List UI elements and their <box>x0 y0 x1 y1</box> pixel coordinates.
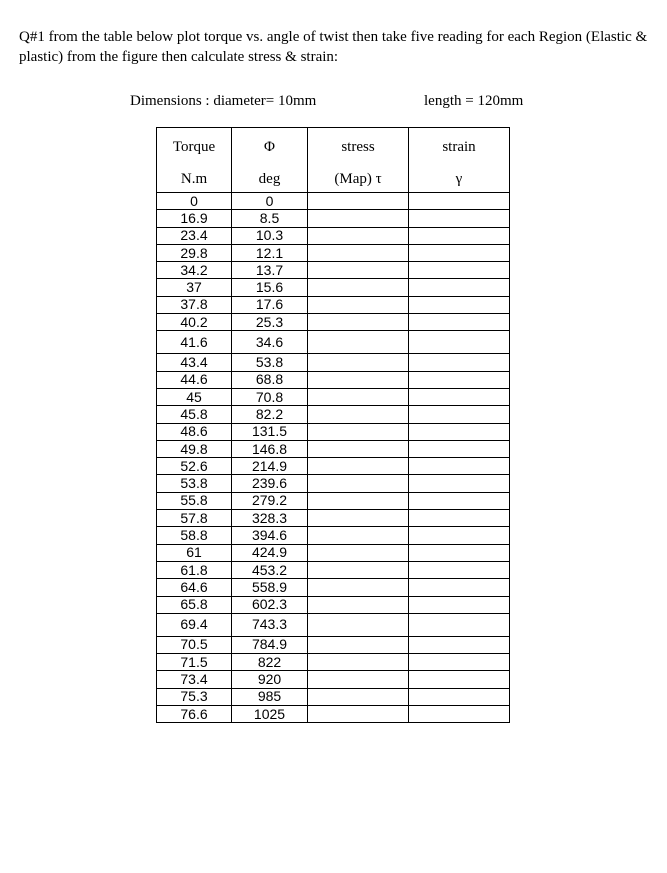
cell-torque: 57.8 <box>157 510 232 527</box>
cell-torque: 73.4 <box>157 671 232 688</box>
table-row <box>157 561 510 578</box>
table-row <box>157 314 510 331</box>
cell-torque: 40.2 <box>157 314 232 331</box>
cell-stress <box>308 423 409 440</box>
dimensions-line <box>130 91 524 111</box>
table-row <box>157 579 510 596</box>
cell-torque: 49.8 <box>157 440 232 457</box>
cell-strain <box>409 314 510 331</box>
cell-strain <box>409 561 510 578</box>
cell-stress <box>308 671 409 688</box>
cell-torque: 70.5 <box>157 636 232 653</box>
cell-strain <box>409 527 510 544</box>
table-row <box>157 331 510 354</box>
cell-torque: 61.8 <box>157 561 232 578</box>
cell-strain <box>409 706 510 723</box>
cell-strain <box>409 423 510 440</box>
unit-stress: (Map) τ <box>308 166 409 193</box>
cell-stress <box>308 331 409 354</box>
cell-strain <box>409 244 510 261</box>
table-row <box>157 596 510 613</box>
cell-phi: 328.3 <box>232 510 308 527</box>
cell-torque: 16.9 <box>157 210 232 227</box>
cell-torque: 52.6 <box>157 458 232 475</box>
cell-phi: 13.7 <box>232 262 308 279</box>
cell-strain <box>409 475 510 492</box>
cell-stress <box>308 262 409 279</box>
cell-phi: 12.1 <box>232 244 308 261</box>
cell-strain <box>409 613 510 636</box>
header-torque: Torque <box>157 128 232 167</box>
cell-stress <box>308 314 409 331</box>
cell-phi: 34.6 <box>232 331 308 354</box>
table-row <box>157 613 510 636</box>
table-row <box>157 244 510 261</box>
cell-torque: 41.6 <box>157 331 232 354</box>
cell-strain <box>409 354 510 371</box>
cell-stress <box>308 279 409 296</box>
unit-strain: γ <box>409 166 510 193</box>
cell-stress <box>308 492 409 509</box>
cell-torque: 75.3 <box>157 688 232 705</box>
cell-strain <box>409 388 510 405</box>
cell-strain <box>409 654 510 671</box>
cell-torque: 37.8 <box>157 296 232 313</box>
cell-stress <box>308 561 409 578</box>
cell-torque: 64.6 <box>157 579 232 596</box>
cell-phi: 822 <box>232 654 308 671</box>
cell-strain <box>409 579 510 596</box>
cell-stress <box>308 193 409 210</box>
cell-phi: 214.9 <box>232 458 308 475</box>
cell-torque: 34.2 <box>157 262 232 279</box>
dimensions-length: length = 120mm <box>424 93 524 109</box>
table-row <box>157 544 510 561</box>
cell-phi: 146.8 <box>232 440 308 457</box>
table-row <box>157 210 510 227</box>
table-row <box>157 371 510 388</box>
cell-stress <box>308 596 409 613</box>
table-row <box>157 510 510 527</box>
cell-phi: 53.8 <box>232 354 308 371</box>
cell-strain <box>409 458 510 475</box>
table-row <box>157 706 510 723</box>
cell-strain <box>409 210 510 227</box>
cell-torque: 55.8 <box>157 492 232 509</box>
cell-torque: 0 <box>157 193 232 210</box>
cell-phi: 25.3 <box>232 314 308 331</box>
cell-phi: 453.2 <box>232 561 308 578</box>
table-row <box>157 423 510 440</box>
cell-stress <box>308 636 409 653</box>
cell-torque: 43.4 <box>157 354 232 371</box>
cell-torque: 44.6 <box>157 371 232 388</box>
cell-torque: 53.8 <box>157 475 232 492</box>
table-row <box>157 527 510 544</box>
cell-stress <box>308 296 409 313</box>
cell-stress <box>308 406 409 423</box>
cell-phi: 82.2 <box>232 406 308 423</box>
cell-phi: 239.6 <box>232 475 308 492</box>
cell-strain <box>409 596 510 613</box>
cell-torque: 37 <box>157 279 232 296</box>
cell-torque: 48.6 <box>157 423 232 440</box>
table-row <box>157 671 510 688</box>
cell-stress <box>308 371 409 388</box>
cell-stress <box>308 458 409 475</box>
cell-stress <box>308 227 409 244</box>
cell-stress <box>308 654 409 671</box>
cell-strain <box>409 262 510 279</box>
table-row <box>157 458 510 475</box>
cell-phi: 784.9 <box>232 636 308 653</box>
unit-torque: N.m <box>157 166 232 193</box>
cell-torque: 71.5 <box>157 654 232 671</box>
cell-strain <box>409 688 510 705</box>
cell-strain <box>409 406 510 423</box>
cell-torque: 65.8 <box>157 596 232 613</box>
table-row <box>157 406 510 423</box>
cell-strain <box>409 544 510 561</box>
cell-phi: 424.9 <box>232 544 308 561</box>
cell-torque: 61 <box>157 544 232 561</box>
cell-torque: 29.8 <box>157 244 232 261</box>
cell-stress <box>308 510 409 527</box>
cell-phi: 131.5 <box>232 423 308 440</box>
cell-stress <box>308 527 409 544</box>
cell-torque: 45.8 <box>157 406 232 423</box>
cell-phi: 68.8 <box>232 371 308 388</box>
cell-phi: 985 <box>232 688 308 705</box>
table-row <box>157 227 510 244</box>
cell-phi: 0 <box>232 193 308 210</box>
cell-stress <box>308 440 409 457</box>
cell-stress <box>308 544 409 561</box>
cell-phi: 558.9 <box>232 579 308 596</box>
cell-strain <box>409 331 510 354</box>
cell-strain <box>409 440 510 457</box>
cell-stress <box>308 244 409 261</box>
cell-torque: 58.8 <box>157 527 232 544</box>
cell-stress <box>308 579 409 596</box>
cell-stress <box>308 613 409 636</box>
cell-stress <box>308 210 409 227</box>
cell-phi: 15.6 <box>232 279 308 296</box>
question-text: Q#1 from the table below plot torque vs. angle of twist then take five reading for each Region (Elastic & plastic) from the figure then calculate stress & strain: <box>19 29 648 65</box>
cell-phi: 920 <box>232 671 308 688</box>
table-row <box>157 688 510 705</box>
cell-phi: 10.3 <box>232 227 308 244</box>
cell-strain <box>409 296 510 313</box>
table-row <box>157 296 510 313</box>
cell-strain <box>409 671 510 688</box>
cell-strain <box>409 492 510 509</box>
cell-phi: 1025 <box>232 706 308 723</box>
table-row <box>157 354 510 371</box>
cell-phi: 394.6 <box>232 527 308 544</box>
cell-strain <box>409 279 510 296</box>
table-row <box>157 440 510 457</box>
table-row <box>157 636 510 653</box>
table-row <box>157 492 510 509</box>
cell-strain <box>409 193 510 210</box>
cell-phi: 17.6 <box>232 296 308 313</box>
header-strain: strain <box>409 128 510 167</box>
cell-phi: 743.3 <box>232 613 308 636</box>
cell-torque: 23.4 <box>157 227 232 244</box>
cell-stress <box>308 475 409 492</box>
cell-strain <box>409 227 510 244</box>
table-row <box>157 475 510 492</box>
cell-phi: 602.3 <box>232 596 308 613</box>
cell-torque: 76.6 <box>157 706 232 723</box>
table-row <box>157 262 510 279</box>
cell-strain <box>409 371 510 388</box>
table-row <box>157 193 510 210</box>
header-phi: Φ <box>232 128 308 167</box>
table-body <box>157 193 510 723</box>
cell-phi: 70.8 <box>232 388 308 405</box>
cell-phi: 279.2 <box>232 492 308 509</box>
table-row <box>157 654 510 671</box>
table-row <box>157 279 510 296</box>
cell-strain <box>409 636 510 653</box>
cell-stress <box>308 354 409 371</box>
data-table <box>156 127 510 723</box>
table-row <box>157 388 510 405</box>
cell-torque: 69.4 <box>157 613 232 636</box>
cell-stress <box>308 688 409 705</box>
cell-strain <box>409 510 510 527</box>
cell-stress <box>308 388 409 405</box>
cell-stress <box>308 706 409 723</box>
cell-torque: 45 <box>157 388 232 405</box>
header-stress: stress <box>308 128 409 167</box>
cell-phi: 8.5 <box>232 210 308 227</box>
dimensions-diameter: Dimensions : diameter= 10mm <box>130 93 317 109</box>
unit-phi: deg <box>232 166 308 193</box>
